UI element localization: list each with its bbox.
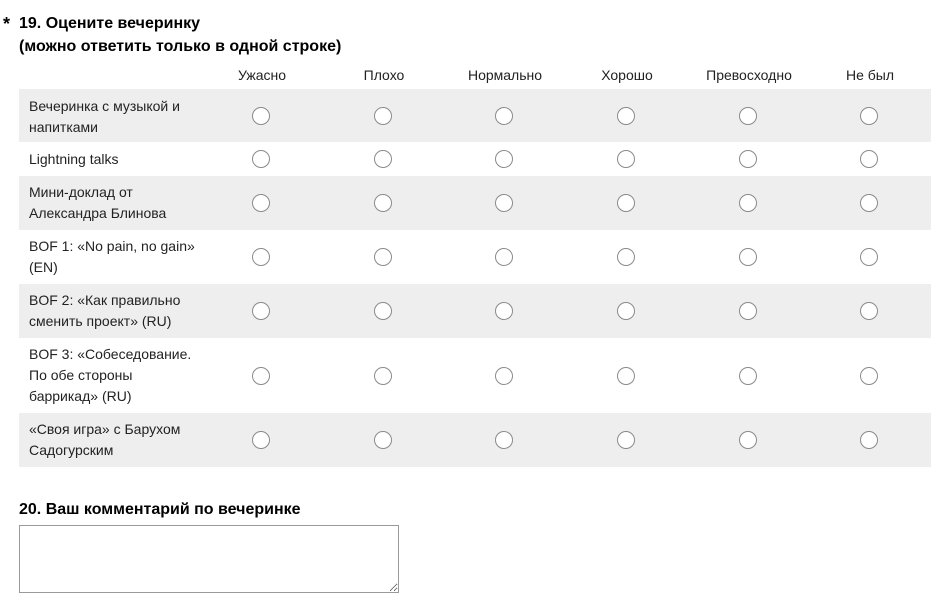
comment-textarea[interactable]: [19, 525, 399, 593]
rating-radio[interactable]: [739, 367, 757, 385]
matrix-row: [19, 413, 931, 467]
row-label: BOF 3: «Собеседование. По обе стороны баррикад» (RU): [29, 346, 192, 404]
rating-radio[interactable]: [617, 367, 635, 385]
rating-radio[interactable]: [252, 302, 270, 320]
rating-radio[interactable]: [252, 150, 270, 168]
rating-radio[interactable]: [495, 194, 513, 212]
row-label: BOF 2: «Как правильно сменить проект» (RU): [29, 292, 181, 329]
matrix-row: [19, 338, 931, 413]
rating-radio[interactable]: [374, 150, 392, 168]
rating-radio[interactable]: [860, 302, 878, 320]
rating-radio[interactable]: [374, 431, 392, 449]
matrix-row: [19, 284, 931, 338]
row-label: Lightning talks: [29, 151, 119, 167]
rating-radio[interactable]: [617, 194, 635, 212]
rating-radio[interactable]: [495, 431, 513, 449]
matrix-row: [19, 230, 931, 284]
rating-radio[interactable]: [739, 194, 757, 212]
rating-radio[interactable]: [374, 107, 392, 125]
rating-radio[interactable]: [739, 107, 757, 125]
rating-radio[interactable]: [495, 107, 513, 125]
column-header: Нормально: [467, 67, 543, 83]
rating-radio[interactable]: [374, 302, 392, 320]
matrix-body: [19, 89, 931, 467]
rating-radio[interactable]: [860, 150, 878, 168]
column-header: Хорошо: [601, 67, 653, 83]
rating-radio[interactable]: [860, 431, 878, 449]
column-header: Плохо: [363, 67, 405, 83]
rating-radio[interactable]: [252, 367, 270, 385]
required-mark: *: [3, 14, 11, 34]
rating-radio[interactable]: [495, 302, 513, 320]
rating-matrix: [19, 66, 931, 467]
rating-radio[interactable]: [860, 248, 878, 266]
rating-radio[interactable]: [252, 431, 270, 449]
row-label: «Своя игра» с Барухом Садогурским: [29, 421, 181, 458]
rating-radio[interactable]: [617, 302, 635, 320]
rating-radio[interactable]: [617, 431, 635, 449]
question-19-title: 19. Оцените вечеринку: [19, 15, 201, 32]
rating-radio[interactable]: [860, 194, 878, 212]
rating-radio[interactable]: [495, 367, 513, 385]
rating-radio[interactable]: [739, 150, 757, 168]
rating-radio[interactable]: [739, 302, 757, 320]
question-20-title: 20. Ваш комментарий по вечеринке: [19, 501, 301, 518]
rating-radio[interactable]: [860, 367, 878, 385]
question-19-subtitle: (можно ответить только в одной строке): [19, 38, 342, 55]
column-header: Не был: [845, 67, 895, 83]
rating-radio[interactable]: [617, 150, 635, 168]
rating-radio[interactable]: [739, 431, 757, 449]
row-label: Вечеринка с музыкой и напитками: [29, 98, 180, 135]
row-label: Мини-доклад от Александра Блинова: [29, 184, 167, 221]
rating-radio[interactable]: [252, 194, 270, 212]
rating-radio[interactable]: [374, 367, 392, 385]
rating-radio[interactable]: [617, 248, 635, 266]
rating-radio[interactable]: [252, 248, 270, 266]
matrix-header: [19, 66, 931, 89]
rating-radio[interactable]: [374, 194, 392, 212]
rating-radio[interactable]: [495, 150, 513, 168]
rating-radio[interactable]: [374, 248, 392, 266]
matrix-row: [19, 176, 931, 230]
column-header: Превосходно: [706, 67, 792, 83]
row-label: BOF 1: «No pain, no gain» (EN): [29, 238, 195, 275]
rating-radio[interactable]: [860, 107, 878, 125]
matrix-row: [19, 142, 931, 176]
rating-radio[interactable]: [495, 248, 513, 266]
rating-radio[interactable]: [739, 248, 757, 266]
rating-radio[interactable]: [252, 107, 270, 125]
matrix-row: [19, 89, 931, 142]
column-header: Ужасно: [237, 67, 287, 83]
rating-radio[interactable]: [617, 107, 635, 125]
